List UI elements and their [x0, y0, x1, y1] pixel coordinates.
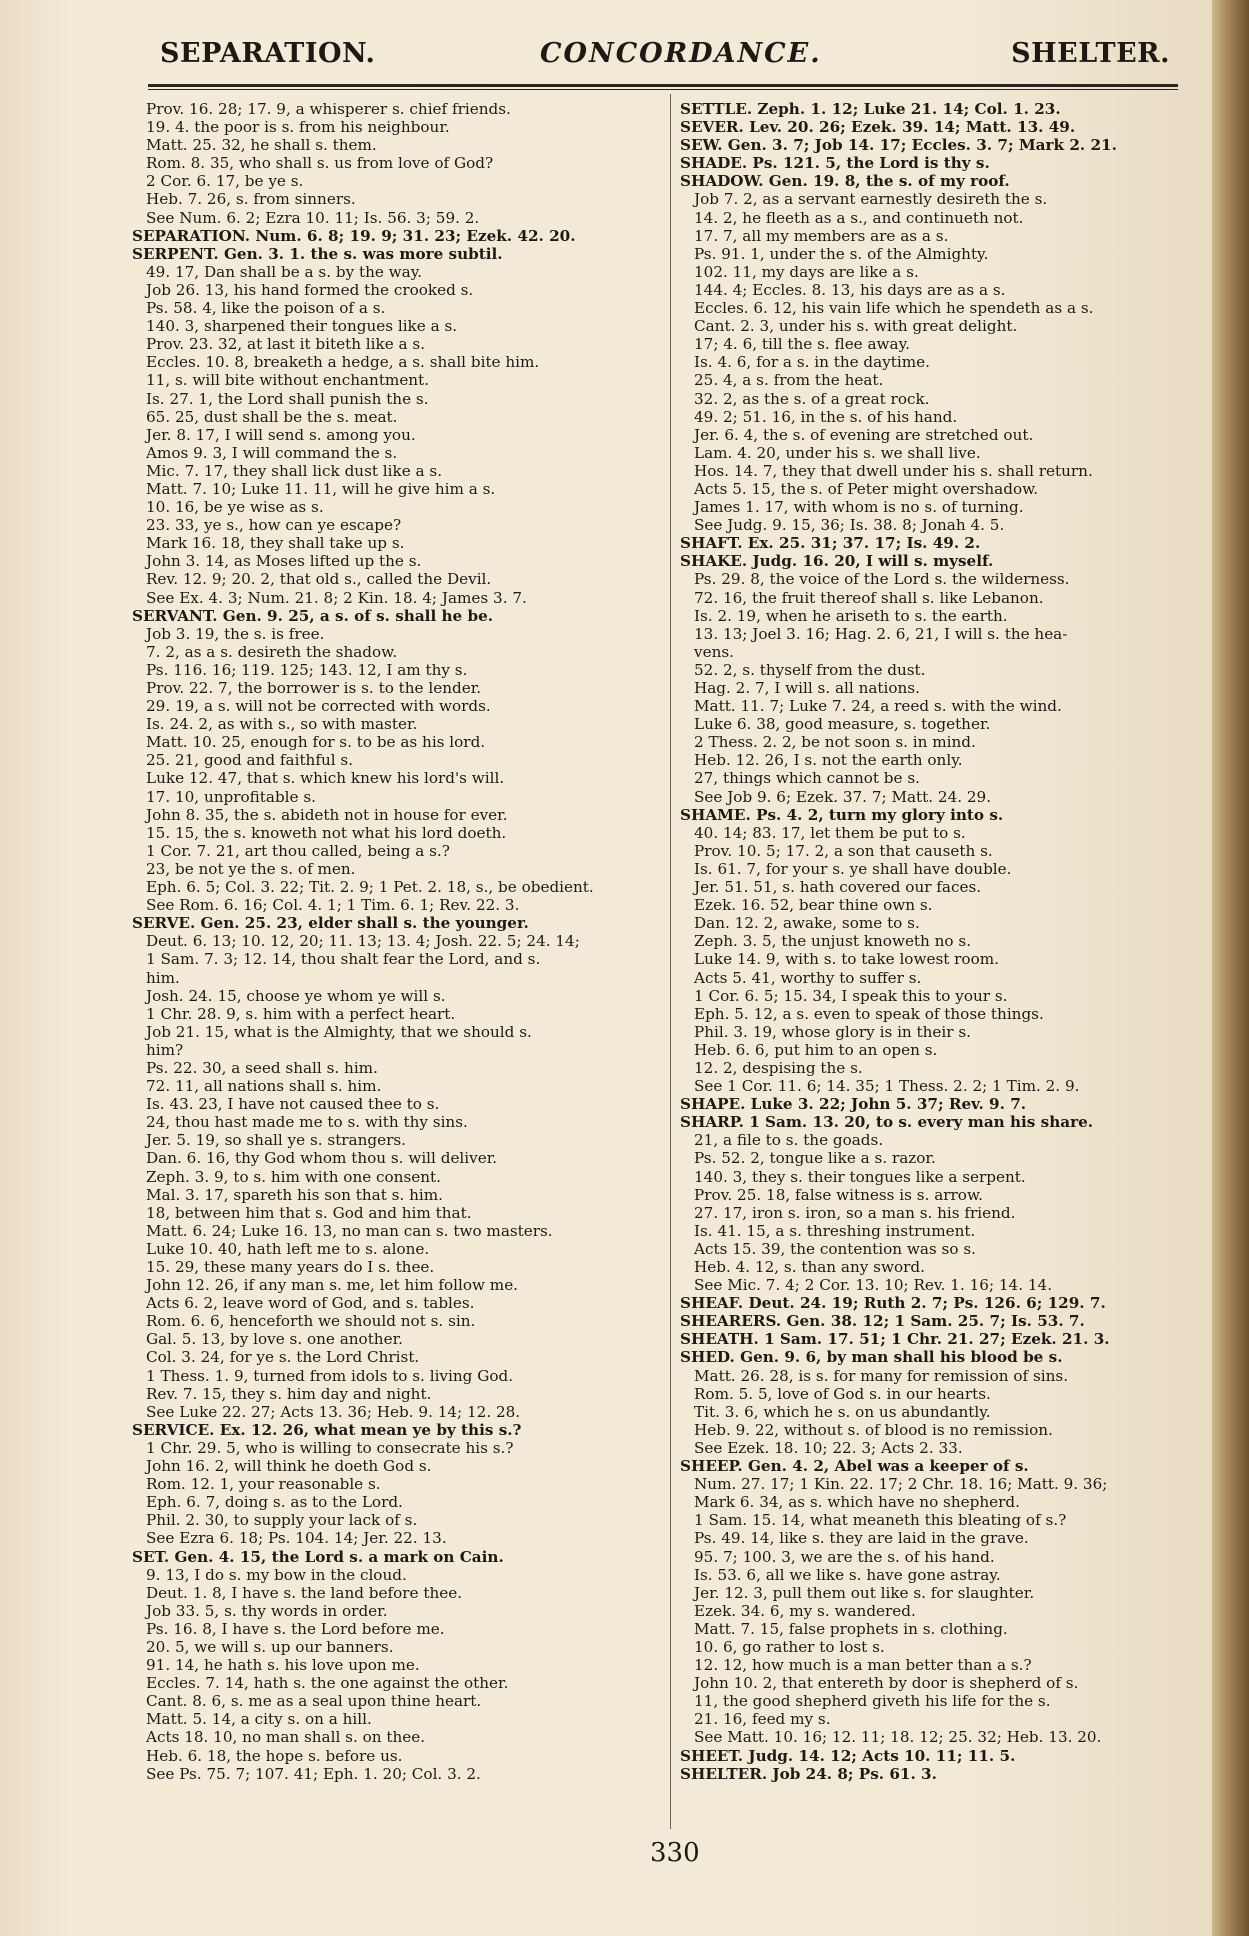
concordance-headword-entry: SETTLE. Zeph. 1. 12; Luke 21. 14; Col. 1. 23.: [680, 100, 1061, 118]
concordance-headword-entry: SHEET. Judg. 14. 12; Acts 10. 11; 11. 5.: [680, 1746, 1016, 1765]
concordance-reference: Is. 4. 6, for a s. in the daytime.: [694, 353, 930, 372]
page-number: 330: [650, 1838, 700, 1868]
concordance-reference: Is. 61. 7, for your s. ye shall have double.: [694, 859, 1012, 878]
concordance-reference: Eph. 6. 5; Col. 3. 22; Tit. 2. 9; 1 Pet. 2. 18, s., be obedient.: [146, 878, 594, 897]
concordance-reference: 144. 4; Eccles. 8. 13, his days are as a s.: [694, 280, 1006, 299]
concordance-reference: Job 21. 15, what is the Almighty, that we should s.: [146, 1022, 532, 1041]
concordance-reference: Jer. 5. 19, so shall ye s. strangers.: [146, 1131, 406, 1150]
concordance-headword-entry: SHEEP. Gen. 4. 2, Abel was a keeper of s.: [680, 1457, 1029, 1476]
concordance-reference: Rom. 8. 35, who shall s. us from love of God?: [146, 154, 494, 173]
concordance-reference: 19. 4. the poor is s. from his neighbour.: [146, 118, 450, 137]
concordance-reference: Phil. 2. 30, to supply your lack of s.: [146, 1511, 418, 1530]
concordance-reference: Ps. 52. 2, tongue like a s. razor.: [694, 1149, 936, 1168]
column-divider: [670, 94, 671, 1829]
concordance-reference: 23, be not ye the s. of men.: [146, 859, 356, 878]
concordance-reference: Dan. 12. 2, awake, some to s.: [694, 914, 920, 933]
concordance-reference: See Ezek. 18. 10; 22. 3; Acts 2. 33.: [694, 1438, 963, 1457]
concordance-headword-entry: SET. Gen. 4. 15, the Lord s. a mark on Cain.: [132, 1547, 504, 1566]
concordance-reference: See Ezra 6. 18; Ps. 104. 14; Jer. 22. 13.: [146, 1529, 447, 1548]
concordance-headword-entry: SERVANT. Gen. 9. 25, a s. of s. shall he be.: [132, 606, 494, 625]
book-page-edge: [1212, 0, 1249, 1936]
concordance-reference: Ps. 16. 8, I have s. the Lord before me.: [146, 1619, 445, 1638]
concordance-headword-entry: SHAKE. Judg. 16. 20, I will s. myself.: [680, 552, 994, 571]
concordance-reference: Amos 9. 3, I will command the s.: [146, 443, 398, 462]
concordance-headword-entry: SHADE. Ps. 121. 5, the Lord is thy s.: [680, 154, 990, 173]
concordance-reference: Mark 16. 18, they shall take up s.: [146, 534, 405, 553]
concordance-reference: 13. 13; Joel 3. 16; Hag. 2. 6, 21, I will s. the hea-: [694, 624, 1068, 643]
concordance-reference: 40. 14; 83. 17, let them be put to s.: [694, 823, 966, 842]
concordance-reference: 27, things which cannot be s.: [694, 769, 920, 788]
concordance-reference: John 3. 14, as Moses lifted up the s.: [146, 552, 422, 571]
concordance-reference: Is. 43. 23, I have not caused thee to s.: [146, 1095, 440, 1114]
concordance-reference: Matt. 10. 25, enough for s. to be as his lord.: [146, 733, 486, 752]
concordance-reference: 2 Cor. 6. 17, be ye s.: [146, 172, 304, 191]
concordance-reference: 10. 16, be ye wise as s.: [146, 498, 324, 517]
concordance-reference: Rom. 5. 5, love of God s. in our hearts.: [694, 1384, 991, 1403]
concordance-reference: 32. 2, as the s. of a great rock.: [694, 389, 930, 408]
concordance-reference: Luke 14. 9, with s. to take lowest room.: [694, 950, 999, 969]
concordance-reference: Prov. 22. 7, the borrower is s. to the lender.: [146, 679, 482, 697]
concordance-reference: Zeph. 3. 5, the unjust knoweth no s.: [694, 932, 972, 951]
concordance-reference: Matt. 11. 7; Luke 7. 24, a reed s. with the wind.: [694, 697, 1062, 716]
header-right-guideword: SHELTER.: [1011, 38, 1170, 69]
concordance-reference: 140. 3, sharpened their tongues like a s.: [146, 317, 458, 336]
concordance-reference: him?: [146, 1040, 184, 1059]
running-header: [160, 38, 1170, 78]
concordance-headword-entry: SEW. Gen. 3. 7; Job 14. 17; Eccles. 3. 7; Mark 2. 21.: [680, 136, 1117, 155]
concordance-headword-entry: SHEATH. 1 Sam. 17. 51; 1 Chr. 21. 27; Ezek. 21. 3.: [680, 1330, 1110, 1349]
concordance-reference: 24, thou hast made me to s. with thy sins.: [146, 1113, 468, 1132]
concordance-reference: 12. 12, how much is a man better than a s.?: [694, 1656, 1032, 1675]
concordance-reference: Heb. 6. 6, put him to an open s.: [694, 1040, 938, 1059]
concordance-reference: Job 26. 13, his hand formed the crooked s.: [146, 280, 474, 299]
concordance-reference: 7. 2, as a s. desireth the shadow.: [146, 642, 398, 661]
concordance-reference: Jer. 51. 51, s. hath covered our faces.: [694, 878, 982, 897]
concordance-reference: Rom. 6. 6, henceforth we should not s. sin.: [146, 1312, 476, 1331]
concordance-reference: Cant. 2. 3, under his s. with great delight.: [694, 317, 1018, 336]
concordance-reference: Tit. 3. 6, which he s. on us abundantly.: [694, 1402, 991, 1421]
concordance-reference: Ps. 49. 14, like s. they are laid in the grave.: [694, 1529, 1029, 1548]
concordance-reference: 25. 4, a s. from the heat.: [694, 371, 884, 390]
concordance-reference: 49. 17, Dan shall be a s. by the way.: [146, 262, 423, 281]
concordance-reference: 72. 11, all nations shall s. him.: [146, 1077, 382, 1096]
concordance-reference: 15. 15, the s. knoweth not what his lord doeth.: [146, 823, 507, 842]
concordance-reference: 11, s. will bite without enchantment.: [146, 371, 430, 390]
concordance-reference: 20. 5, we will s. up our banners.: [146, 1637, 394, 1656]
concordance-reference: See Matt. 10. 16; 12. 11; 18. 12; 25. 32; Heb. 13. 20.: [694, 1728, 1102, 1747]
concordance-reference: Ps. 22. 30, a seed shall s. him.: [146, 1058, 378, 1077]
concordance-reference: Hos. 14. 7, they that dwell under his s. shall return.: [694, 461, 1093, 480]
concordance-reference: Matt. 7. 15, false prophets in s. clothing.: [694, 1619, 1008, 1638]
concordance-reference: See Rom. 6. 16; Col. 4. 1; 1 Tim. 6. 1; Rev. 22. 3.: [146, 896, 520, 915]
concordance-reference: Job 33. 5, s. thy words in order.: [146, 1601, 388, 1620]
concordance-reference: See Job 9. 6; Ezek. 37. 7; Matt. 24. 29.: [694, 787, 992, 806]
concordance-reference: Luke 12. 47, that s. which knew his lord's will.: [146, 769, 505, 788]
concordance-headword-entry: SHAPE. Luke 3. 22; John 5. 37; Rev. 9. 7.: [680, 1095, 1027, 1114]
concordance-headword-entry: SHED. Gen. 9. 6, by man shall his blood be s.: [680, 1348, 1063, 1367]
concordance-reference: 15. 29, these many years do I s. thee.: [146, 1258, 435, 1276]
concordance-reference: 25. 21, good and faithful s.: [146, 751, 354, 770]
concordance-reference: Zeph. 3. 9, to s. him with one consent.: [146, 1167, 441, 1186]
concordance-reference: 29. 19, a s. will not be corrected with words.: [146, 697, 491, 716]
concordance-reference: 11, the good shepherd giveth his life for the s.: [694, 1692, 1051, 1711]
concordance-reference: Ezek. 16. 52, bear thine own s.: [694, 896, 933, 915]
concordance-reference: 1 Cor. 7. 21, art thou called, being a s.?: [146, 841, 450, 860]
concordance-reference: Eccles. 10. 8, breaketh a hedge, a s. shall bite him.: [146, 353, 540, 372]
concordance-reference: Luke 10. 40, hath left me to s. alone.: [146, 1239, 430, 1258]
concordance-reference: 14. 2, he fleeth as a s., and continueth not.: [694, 208, 1024, 227]
concordance-reference: Mal. 3. 17, spareth his son that s. him.: [146, 1185, 443, 1204]
concordance-reference: Job 7. 2, as a servant earnestly desireth the s.: [694, 190, 1048, 209]
concordance-reference: Prov. 10. 5; 17. 2, a son that causeth s.: [694, 841, 993, 860]
concordance-reference: 17. 7, all my members are as a s.: [694, 226, 949, 245]
left-column: [132, 100, 652, 1783]
concordance-reference: Hag. 2. 7, I will s. all nations.: [694, 679, 920, 697]
concordance-reference: Ps. 116. 16; 119. 125; 143. 12, I am thy s.: [146, 660, 468, 679]
concordance-headword-entry: SERPENT. Gen. 3. 1. the s. was more subtil.: [132, 244, 503, 263]
concordance-reference: John 8. 35, the s. abideth not in house for ever.: [146, 805, 508, 824]
concordance-reference: Deut. 6. 13; 10. 12, 20; 11. 13; 13. 4; Josh. 22. 5; 24. 14;: [146, 932, 580, 951]
concordance-reference: Heb. 9. 22, without s. of blood is no remission.: [694, 1420, 1053, 1439]
concordance-reference: Rev. 7. 15, they s. him day and night.: [146, 1384, 432, 1403]
concordance-headword-entry: SHAME. Ps. 4. 2, turn my glory into s.: [680, 805, 1004, 824]
concordance-reference: Prov. 25. 18, false witness is s. arrow.: [694, 1185, 983, 1204]
concordance-headword-entry: SEPARATION. Num. 6. 8; 19. 9; 31. 23; Ezek. 42. 20.: [132, 226, 576, 245]
concordance-reference: See Ex. 4. 3; Num. 21. 8; 2 Kin. 18. 4; James 3. 7.: [146, 588, 527, 607]
concordance-reference: 49. 2; 51. 16, in the s. of his hand.: [694, 407, 958, 426]
concordance-reference: Jer. 6. 4, the s. of evening are stretched out.: [694, 425, 1034, 444]
concordance-reference: Prov. 16. 28; 17. 9, a whisperer s. chief friends.: [146, 100, 511, 118]
concordance-reference: 1 Chr. 28. 9, s. him with a perfect heart.: [146, 1004, 456, 1023]
concordance-reference: Col. 3. 24, for ye s. the Lord Christ.: [146, 1348, 420, 1367]
concordance-reference: Is. 53. 6, all we like s. have gone astray.: [694, 1565, 1001, 1584]
concordance-reference: 9. 13, I do s. my bow in the cloud.: [146, 1565, 407, 1584]
concordance-headword-entry: SERVICE. Ex. 12. 26, what mean ye by this s.?: [132, 1420, 522, 1439]
concordance-reference: Matt. 5. 14, a city s. on a hill.: [146, 1710, 372, 1729]
concordance-reference: See 1 Cor. 11. 6; 14. 35; 1 Thess. 2. 2; 1 Tim. 2. 9.: [694, 1077, 1080, 1096]
concordance-reference: 95. 7; 100. 3, we are the s. of his hand.: [694, 1547, 995, 1566]
concordance-reference: Cant. 8. 6, s. me as a seal upon thine heart.: [146, 1692, 482, 1711]
header-left-guideword: SEPARATION.: [160, 38, 376, 69]
concordance-reference: Luke 6. 38, good measure, s. together.: [694, 715, 991, 734]
concordance-reference: 72. 16, the fruit thereof shall s. like Lebanon.: [694, 588, 1044, 607]
concordance-reference: Rom. 12. 1, your reasonable s.: [146, 1475, 381, 1494]
concordance-reference: Ps. 29. 8, the voice of the Lord s. the wilderness.: [694, 570, 1070, 589]
concordance-reference: 140. 3, they s. their tongues like a serpent.: [694, 1167, 1026, 1186]
header-rule-thin: [148, 89, 1178, 90]
concordance-reference: Heb. 6. 18, the hope s. before us.: [146, 1746, 403, 1765]
concordance-reference: 1 Thess. 1. 9, turned from idols to s. living God.: [146, 1366, 514, 1385]
concordance-reference: Heb. 7. 26, s. from sinners.: [146, 190, 356, 209]
concordance-reference: Heb. 4. 12, s. than any sword.: [694, 1258, 925, 1276]
concordance-reference: Heb. 12. 26, I s. not the earth only.: [694, 751, 963, 770]
header-center-title: CONCORDANCE.: [540, 38, 822, 69]
concordance-reference: John 16. 2, will think he doeth God s.: [146, 1457, 432, 1476]
concordance-reference: Acts 15. 39, the contention was so s.: [694, 1239, 976, 1258]
concordance-reference: Num. 27. 17; 1 Kin. 22. 17; 2 Chr. 18. 16; Matt. 9. 36;: [694, 1475, 1108, 1494]
concordance-reference: 18, between him that s. God and him that.: [146, 1203, 472, 1222]
concordance-reference: Is. 41. 15, a s. threshing instrument.: [694, 1221, 976, 1240]
concordance-headword-entry: SHEAF. Deut. 24. 19; Ruth 2. 7; Ps. 126. 6; 129. 7.: [680, 1294, 1106, 1313]
concordance-headword-entry: SERVE. Gen. 25. 23, elder shall s. the younger.: [132, 914, 529, 933]
concordance-reference: Eccles. 6. 12, his vain life which he spendeth as a s.: [694, 299, 1094, 318]
concordance-reference: 2 Thess. 2. 2, be not soon s. in mind.: [694, 733, 976, 752]
concordance-reference: Eph. 5. 12, a s. even to speak of those things.: [694, 1004, 1044, 1023]
concordance-reference: Rev. 12. 9; 20. 2, that old s., called the Devil.: [146, 570, 492, 589]
concordance-reference: Acts 6. 2, leave word of God, and s. tables.: [146, 1294, 475, 1313]
concordance-reference: James 1. 17, with whom is no s. of turning.: [694, 498, 1024, 517]
header-rule: [148, 84, 1178, 87]
concordance-reference: See Num. 6. 2; Ezra 10. 11; Is. 56. 3; 59. 2.: [146, 208, 480, 227]
concordance-reference: Mark 6. 34, as s. which have no shepherd.: [694, 1493, 1020, 1512]
concordance-reference: Josh. 24. 15, choose ye whom ye will s.: [146, 986, 446, 1005]
concordance-reference: John 10. 2, that entereth by door is shepherd of s.: [694, 1674, 1079, 1693]
concordance-reference: 91. 14, he hath s. his love upon me.: [146, 1656, 420, 1675]
concordance-reference: Is. 2. 19, when he ariseth to s. the earth.: [694, 606, 1008, 625]
concordance-reference: John 12. 26, if any man s. me, let him follow me.: [146, 1276, 519, 1295]
concordance-reference: 102. 11, my days are like a s.: [694, 262, 919, 281]
concordance-reference: 52. 2, s. thyself from the dust.: [694, 660, 926, 679]
concordance-reference: Jer. 8. 17, I will send s. among you.: [146, 425, 416, 444]
concordance-reference: 17. 10, unprofitable s.: [146, 787, 316, 806]
concordance-reference: Jer. 12. 3, pull them out like s. for slaughter.: [694, 1583, 1035, 1602]
concordance-reference: Job 3. 19, the s. is free.: [146, 624, 325, 643]
concordance-headword-entry: SHAFT. Ex. 25. 31; 37. 17; Is. 49. 2.: [680, 534, 981, 553]
concordance-reference: 1 Sam. 15. 14, what meaneth this bleating of s.?: [694, 1511, 1067, 1530]
concordance-reference: 1 Sam. 7. 3; 12. 14, thou shalt fear the Lord, and s.: [146, 950, 541, 969]
concordance-reference: vens.: [694, 642, 734, 661]
right-column: [680, 100, 1195, 1783]
concordance-reference: Prov. 23. 32, at last it biteth like a s.: [146, 335, 426, 354]
concordance-reference: 27. 17, iron s. iron, so a man s. his friend.: [694, 1203, 1016, 1222]
concordance-reference: 21, a file to s. the goads.: [694, 1131, 884, 1150]
concordance-reference: See Judg. 9. 15, 36; Is. 38. 8; Jonah 4. 5.: [694, 516, 1005, 535]
concordance-reference: Acts 18. 10, no man shall s. on thee.: [146, 1728, 426, 1747]
concordance-reference: Is. 24. 2, as with s., so with master.: [146, 715, 418, 734]
concordance-reference: Acts 5. 15, the s. of Peter might overshadow.: [694, 479, 1039, 498]
concordance-headword-entry: SHEARERS. Gen. 38. 12; 1 Sam. 25. 7; Is. 53. 7.: [680, 1312, 1085, 1331]
concordance-reference: Is. 27. 1, the Lord shall punish the s.: [146, 389, 429, 408]
concordance-reference: 21. 16, feed my s.: [694, 1710, 831, 1729]
concordance-reference: Mic. 7. 17, they shall lick dust like a s.: [146, 461, 443, 480]
concordance-headword-entry: SEVER. Lev. 20. 26; Ezek. 39. 14; Matt. 13. 49.: [680, 118, 1076, 137]
concordance-reference: Ps. 58. 4, like the poison of a s.: [146, 299, 386, 318]
concordance-reference: Matt. 7. 10; Luke 11. 11, will he give him a s.: [146, 479, 496, 498]
concordance-reference: Ps. 91. 1, under the s. of the Almighty.: [694, 244, 989, 263]
concordance-reference: See Luke 22. 27; Acts 13. 36; Heb. 9. 14; 12. 28.: [146, 1402, 521, 1421]
concordance-reference: 1 Cor. 6. 5; 15. 34, I speak this to your s.: [694, 986, 1008, 1005]
concordance-reference: Deut. 1. 8, I have s. the land before thee.: [146, 1583, 463, 1602]
concordance-reference: Gal. 5. 13, by love s. one another.: [146, 1330, 403, 1349]
concordance-reference: Acts 5. 41, worthy to suffer s.: [694, 968, 922, 987]
concordance-reference: Phil. 3. 19, whose glory is in their s.: [694, 1022, 971, 1041]
concordance-reference: 12. 2, despising the s.: [694, 1058, 863, 1077]
concordance-reference: 23. 33, ye s., how can ye escape?: [146, 516, 402, 535]
concordance-headword-entry: SHELTER. Job 24. 8; Ps. 61. 3.: [680, 1764, 937, 1783]
concordance-reference: Dan. 6. 16, thy God whom thou s. will deliver.: [146, 1149, 498, 1168]
concordance-reference: him.: [146, 968, 180, 987]
concordance-headword-entry: SHARP. 1 Sam. 13. 20, to s. every man his share.: [680, 1113, 1094, 1132]
concordance-reference: Matt. 6. 24; Luke 16. 13, no man can s. two masters.: [146, 1221, 553, 1240]
concordance-reference: Eph. 6. 7, doing s. as to the Lord.: [146, 1493, 403, 1512]
concordance-headword-entry: SHADOW. Gen. 19. 8, the s. of my roof.: [680, 172, 1010, 191]
concordance-reference: Matt. 25. 32, he shall s. them.: [146, 136, 377, 155]
concordance-reference: Eccles. 7. 14, hath s. the one against the other.: [146, 1674, 509, 1693]
concordance-reference: Ezek. 34. 6, my s. wandered.: [694, 1601, 916, 1620]
concordance-reference: 65. 25, dust shall be the s. meat.: [146, 407, 398, 426]
concordance-reference: 17; 4. 6, till the s. flee away.: [694, 335, 910, 354]
concordance-reference: See Mic. 7. 4; 2 Cor. 13. 10; Rev. 1. 16; 14. 14.: [694, 1276, 1053, 1295]
concordance-reference: 1 Chr. 29. 5, who is willing to consecrate his s.?: [146, 1438, 514, 1457]
concordance-reference: Matt. 26. 28, is s. for many for remission of sins.: [694, 1366, 1069, 1385]
concordance-reference: 10. 6, go rather to lost s.: [694, 1637, 885, 1656]
concordance-reference: See Ps. 75. 7; 107. 41; Eph. 1. 20; Col. 3. 2.: [146, 1764, 481, 1783]
concordance-reference: Lam. 4. 20, under his s. we shall live.: [694, 443, 981, 462]
